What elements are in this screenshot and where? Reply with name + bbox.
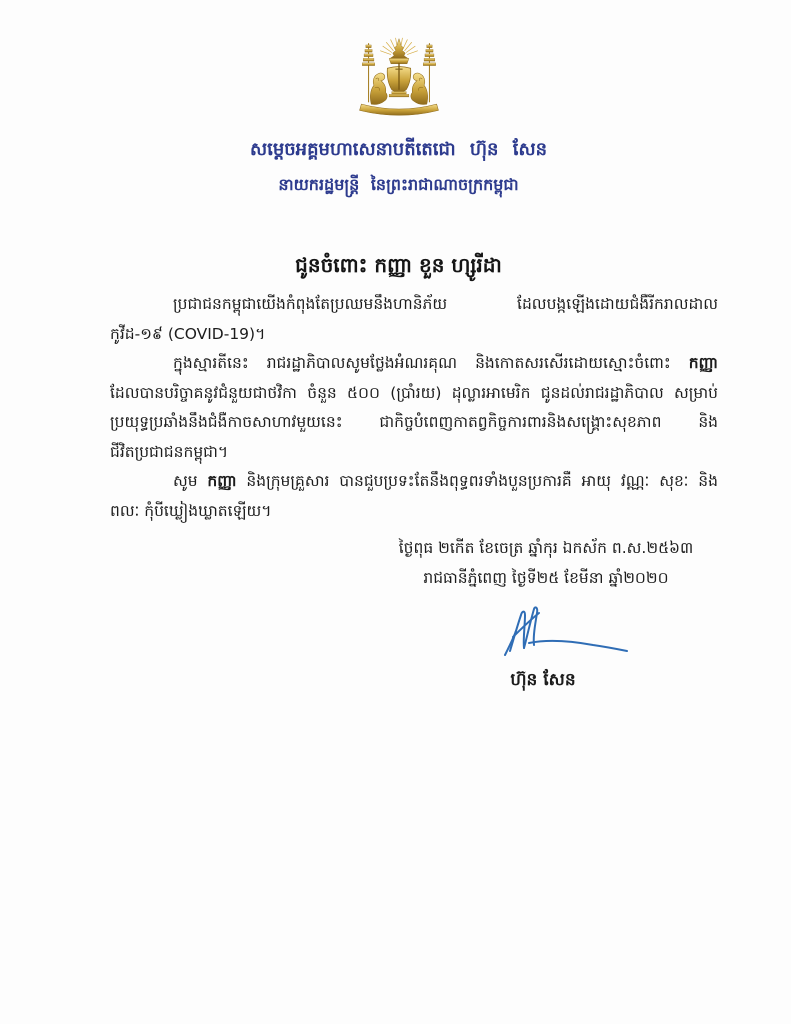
paragraph-2: [110, 349, 718, 467]
body-line: [110, 349, 718, 379]
place-and-date: រាជធានីភ្នំពេញ ថ្ងៃទី២៥ ខែមីនា ឆ្នាំ២០២០: [423, 569, 669, 587]
letter-body: [110, 290, 718, 526]
body-line: ជីវិតប្រជាជនកម្ពុជា។: [110, 442, 229, 461]
sender-office: នាយករដ្ឋមន្ត្រី នៃព្រះរាជាណាចក្រកម្ពុជា: [278, 175, 519, 194]
body-line: កូវីដ-១៩ (COVID-19)។: [110, 324, 266, 343]
addressee-mention: កញ្ញា: [207, 472, 237, 490]
handwritten-signature-icon: [501, 601, 631, 663]
closing-block: [386, 533, 706, 692]
paragraph-1: [110, 290, 718, 349]
body-text: ក្នុងស្មារតីនេះ រាជរដ្ឋាភិបាលសូមថ្លែងអំណរគុណ និងកោតសរសើរដោយស្មោះចំពោះ: [173, 354, 671, 372]
body-text: និងក្រុមគ្រួសារ បានជួបប្រទះតែនឹងពុទ្ធពរទាំងបួនប្រការគឺ អាយុ វណ្ណៈ សុខៈ និង: [246, 472, 718, 490]
signatory-name: ហ៊ុន សែន: [510, 670, 576, 690]
body-line: ប្រជាជនកម្ពុជាយើងកំពុងតែប្រឈមនឹងហានិភ័យ ដែលបង្កឡើងដោយជំងឺរីករាលដាល: [173, 295, 718, 313]
sender-title: សម្តេចអគ្គមហាសេនាបតីតេជោ ហ៊ុន សែន: [249, 139, 548, 160]
addressee-mention: កញ្ញា: [688, 354, 718, 372]
body-text: សូម: [173, 472, 198, 490]
body-line: ដែលបានបរិច្ចាគនូវជំនួយជាថវិកា ចំនួន ៥០០ (ប្រាំរយ) ដុល្លារអាមេរិក ជូនដល់រាជរដ្ឋាភិបាល សម្រាប់: [110, 383, 718, 402]
letterhead: [0, 36, 791, 198]
lunar-date: ថ្ងៃពុធ ២កើត ខែចេត្រ ឆ្នាំកុរ ឯកស័ក ព.ស.២៥៦៣: [398, 539, 694, 557]
addressee-line: ជូនចំពោះ កញ្ញា ខួន ហ្សូរីដា: [295, 253, 502, 277]
body-line: ពលៈ កុំបីឃ្លៀងឃ្លាតឡើយ។: [110, 501, 272, 520]
royal-coat-of-arms-icon: [354, 36, 444, 122]
paragraph-3: [110, 467, 718, 526]
body-line: [110, 467, 718, 497]
body-line: ប្រយុទ្ធប្រឆាំងនឹងជំងឺកាចសាហាវមួយនេះ ជាកិច្ចបំពេញកាតព្វកិច្ចការពារនិងសង្គ្រោះសុខភាព និង: [110, 413, 718, 431]
